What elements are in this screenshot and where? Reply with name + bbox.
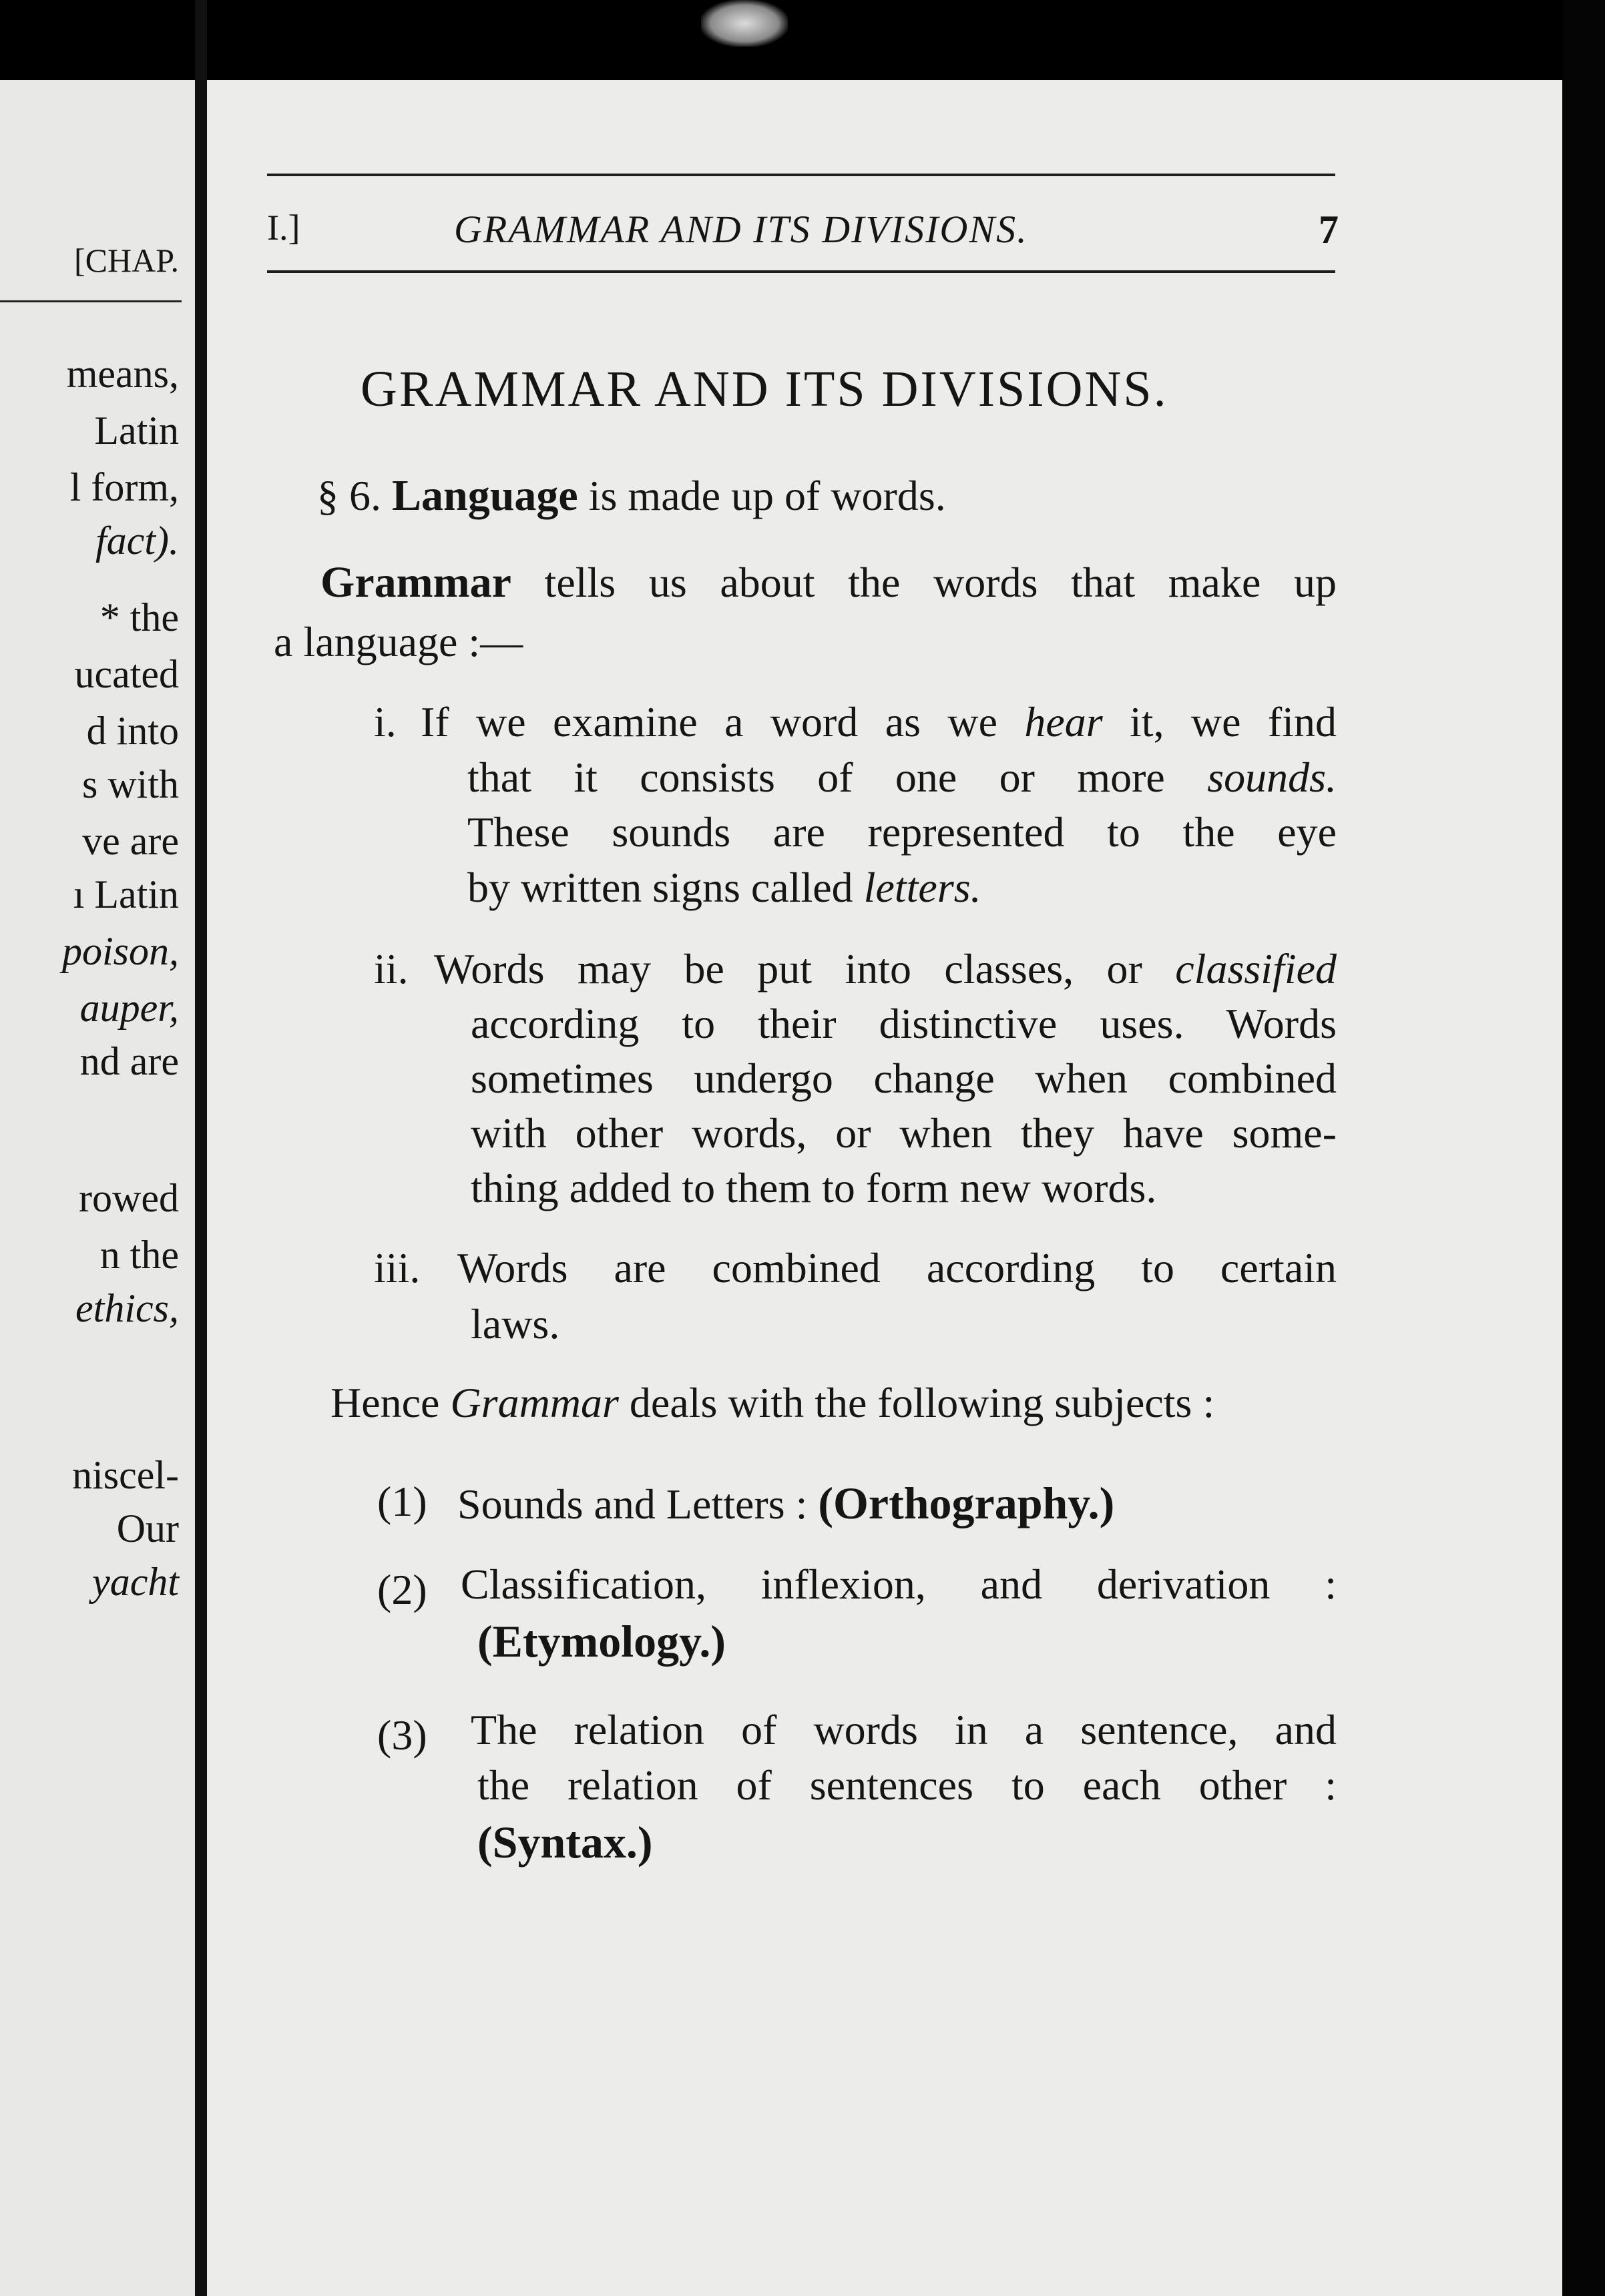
point-line: These sounds are represented to the eye xyxy=(467,808,1337,856)
point-number: i. xyxy=(374,698,397,746)
section-term: Language xyxy=(392,471,578,520)
running-head-chapter: I.] xyxy=(267,208,300,248)
point-line: laws. xyxy=(471,1300,560,1348)
left-line: l form, xyxy=(69,465,179,509)
subject-line: The relation of words in a sentence, and xyxy=(471,1706,1337,1753)
left-line: niscel- xyxy=(72,1453,179,1497)
left-line: means, xyxy=(66,352,179,396)
left-line: ı Latin xyxy=(73,872,179,916)
point-line: with other words, or when they have some- xyxy=(471,1109,1337,1157)
left-line: rowed xyxy=(79,1176,179,1220)
point-line: If we examine a word as we hear it, we find xyxy=(421,698,1337,746)
point-number: ii. xyxy=(374,945,409,992)
point-number: iii. xyxy=(374,1244,421,1292)
page-heading: GRAMMAR AND ITS DIVISIONS. xyxy=(361,361,1168,417)
intro-line-2: a language :— xyxy=(274,618,523,665)
left-line: auper, xyxy=(79,986,179,1030)
point-line: Words are combined according to certain xyxy=(457,1244,1337,1292)
book-gutter xyxy=(195,0,207,2296)
subject-label: (Syntax.) xyxy=(477,1817,653,1868)
left-line: ethics, xyxy=(75,1286,179,1330)
left-line: Our xyxy=(116,1506,179,1550)
left-line: n the xyxy=(99,1233,179,1277)
left-line: ve are xyxy=(82,819,179,863)
subject-line: the relation of sentences to each other : xyxy=(477,1761,1337,1809)
left-page-fragment xyxy=(0,80,195,2296)
left-line: ucated xyxy=(74,652,179,696)
left-page-header: [CHAP. xyxy=(74,242,179,279)
subject-number: (1) xyxy=(377,1478,427,1525)
subject-label: (Etymology.) xyxy=(477,1616,726,1667)
section-text: is made up of words. xyxy=(588,472,946,519)
left-line: d into xyxy=(86,709,179,753)
scan-top-border xyxy=(0,0,1605,80)
intro-term: Grammar xyxy=(320,558,511,607)
subject-number: (3) xyxy=(377,1711,427,1759)
left-line: yacht xyxy=(92,1560,179,1604)
point-line: by written signs called letters. xyxy=(467,864,981,911)
subject-number: (2) xyxy=(377,1566,427,1613)
page-7 xyxy=(207,80,1562,2296)
left-line: poison, xyxy=(61,929,179,973)
subject-label: (Orthography.) xyxy=(818,1478,1115,1528)
left-line: fact). xyxy=(95,519,179,563)
point-line: that it consists of one or more sounds. xyxy=(467,754,1337,801)
left-page-rule xyxy=(0,300,182,302)
subject-line: Classification, inflexion, and derivation : xyxy=(461,1560,1337,1608)
running-head-bottom-rule xyxy=(267,270,1335,273)
running-head-top-rule xyxy=(267,174,1335,176)
point-line: according to their distinctive uses. Words xyxy=(471,1000,1337,1047)
scan-smudge xyxy=(701,0,788,47)
page-number: 7 xyxy=(1319,208,1339,252)
scan-right-border xyxy=(1562,0,1605,2296)
left-line: nd are xyxy=(79,1039,179,1083)
section-mark: § 6. xyxy=(317,472,381,519)
intro-text: tells us about the words that make up xyxy=(544,559,1337,606)
left-line: Latin xyxy=(94,408,179,453)
intro-line-1 xyxy=(320,558,1337,607)
section-line xyxy=(317,471,946,520)
subject-line: Sounds and Letters : (Orthography.) xyxy=(457,1478,1115,1528)
running-head-title: GRAMMAR AND ITS DIVISIONS. xyxy=(454,208,1028,251)
point-line: thing added to them to form new words. xyxy=(471,1164,1157,1211)
left-line: * the xyxy=(99,595,179,639)
left-line: s with xyxy=(81,762,179,806)
hence-line: Hence Grammar deals with the following subjects : xyxy=(330,1379,1215,1426)
point-line: Words may be put into classes, or classified xyxy=(434,945,1337,992)
point-line: sometimes undergo change when combined xyxy=(471,1055,1337,1102)
